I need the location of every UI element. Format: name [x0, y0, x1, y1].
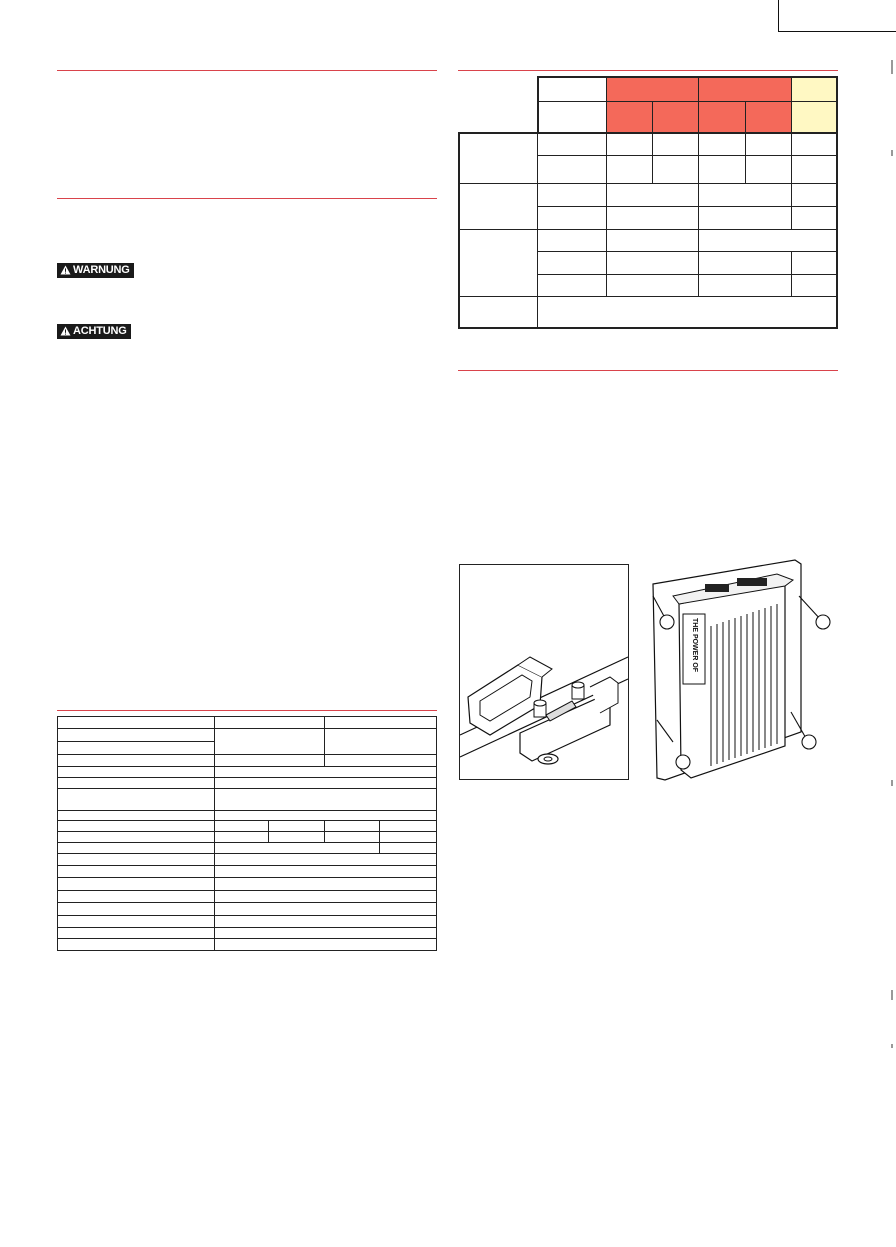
section-rule: [57, 198, 437, 199]
margin-tick: [891, 990, 893, 1000]
margin-tick: [891, 60, 893, 74]
warning-triangle-icon: [60, 265, 71, 275]
section-rule: [458, 370, 838, 371]
caution-badge: [57, 324, 131, 339]
margin-tick: [891, 780, 893, 786]
section-rule: [57, 710, 437, 711]
crop-mark-vertical: [778, 0, 779, 32]
device-icon: [645, 556, 845, 786]
margin-tick: [891, 150, 893, 156]
fuse-holder-icon: [460, 565, 628, 779]
device-mounting-figure: [645, 556, 845, 786]
device-housing-text: THE POWER OF: [691, 618, 698, 673]
caution-label: ACHTUNG: [73, 325, 127, 337]
fuse-holder-figure: [459, 564, 629, 780]
charge-profile-table: [458, 76, 838, 329]
specification-table: [57, 716, 437, 951]
warning-badge: [57, 263, 134, 278]
section-rule: [57, 70, 437, 71]
margin-tick: [891, 1044, 893, 1048]
warning-triangle-icon: [60, 326, 71, 336]
section-rule: [458, 70, 838, 71]
warning-label: WARNUNG: [73, 264, 130, 276]
crop-mark-horizontal: [779, 31, 896, 32]
